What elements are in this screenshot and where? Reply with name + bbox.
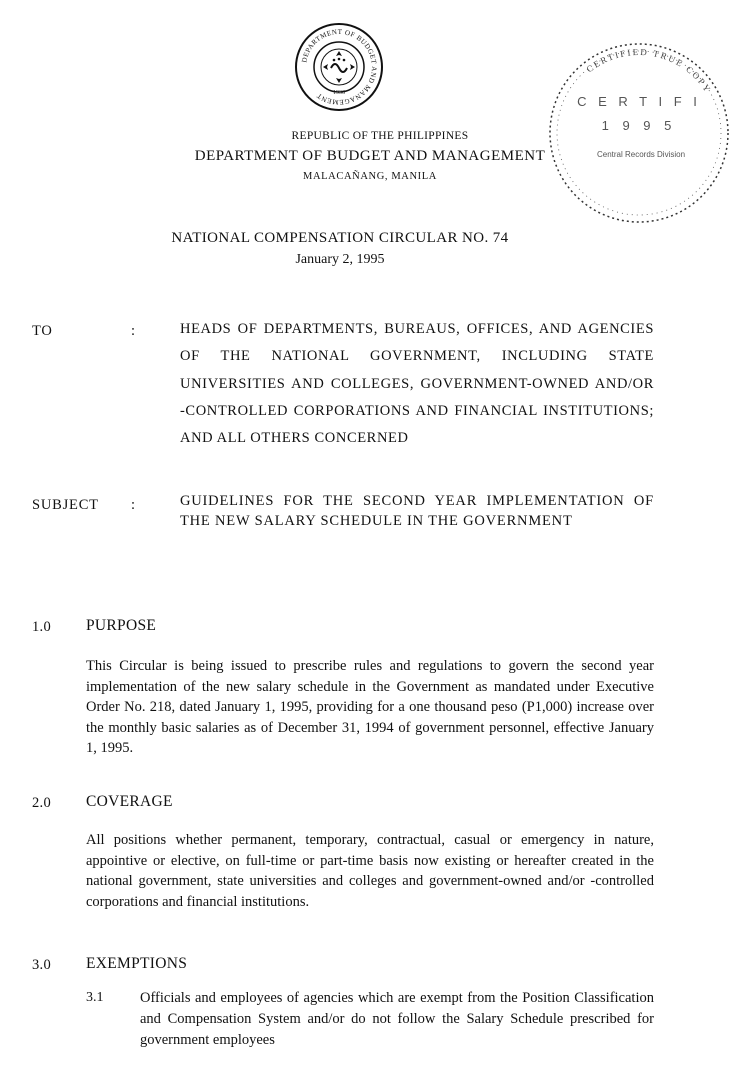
dbm-seal-icon (294, 22, 384, 112)
subject-text: GUIDELINES FOR THE SECOND YEAR IMPLEMENTATION OF THE NEW SALARY SCHEDULE IN THE GOVERNMENT (180, 493, 654, 529)
svg-text:1 9 9 5: 1 9 9 5 (601, 118, 677, 133)
section-number: 3.0 (32, 957, 52, 973)
to-colon: : (131, 323, 136, 339)
subsection-text: Officials and employees of agencies which are exempt from the Position Classification and Compensation System and/or do not follow the Salary Schedule prescribed for government employees (140, 990, 654, 1048)
republic-heading: REPUBLIC OF THE PHILIPPINES (291, 130, 469, 142)
circular-title: NATIONAL COMPENSATION CIRCULAR NO. 74 (171, 230, 509, 246)
section-title-purpose: PURPOSE (86, 617, 157, 634)
section-body-coverage: All positions whether permanent, temporary, contractual, casual or emergency in nature, appointive or elective, on full-time or part-time basis now existing or hereafter created in the national government, state universities and colleges and government-owned and/or -controlled corporations and financial institutions. (86, 832, 654, 910)
section-title-exemptions: EXEMPTIONS (86, 955, 188, 972)
svg-text:C E R T I F I: C E R T I F I (577, 94, 701, 109)
to-label: TO (32, 323, 53, 339)
svg-text:Central Records Division: Central Records Division (596, 150, 686, 159)
svg-text:CERTIFIED TRUE COPY: CERTIFIED TRUE COPY (584, 46, 714, 96)
subject-label: SUBJECT (32, 497, 99, 513)
circular-date: January 2, 1995 (295, 252, 385, 267)
subsection-number: 3.1 (86, 990, 104, 1005)
section-body-purpose: This Circular is being issued to prescribe rules and regulations to govern the second year implementation of the new salary schedule in the Government as mandated under Executive Order No. 218, dated January 1, 1995, providing for a one thousand peso (P1,000) increase over the monthly basic salaries as of December 31, 1994 of government personnel, effective January 1, 1995. (86, 658, 654, 756)
department-heading: DEPARTMENT OF BUDGET AND MANAGEMENT (194, 148, 546, 164)
to-addressees: HEADS OF DEPARTMENTS, BUREAUS, OFFICES, AND AGENCIES OF THE NATIONAL GOVERNMENT, INCLUDING STATE UNIVERSITIES AND COLLEGES, GOVERNMENT-OWNED AND/OR -CONTROLLED CORPORATIONS AND FINANCIAL INSTITUTIONS; AND ALL OTHERS CONCERNED (180, 321, 654, 447)
subject-colon: : (131, 497, 136, 513)
svg-text:DEPARTMENT OF BUDGET AND MANAG: DEPARTMENT OF BUDGET AND MANAGEMENT (300, 27, 379, 107)
section-title-coverage: COVERAGE (86, 793, 173, 810)
svg-text:1936: 1936 (333, 90, 345, 96)
location-heading: MALACAÑANG, MANILA (303, 171, 437, 182)
section-number: 2.0 (32, 795, 52, 811)
section-number: 1.0 (32, 619, 52, 635)
